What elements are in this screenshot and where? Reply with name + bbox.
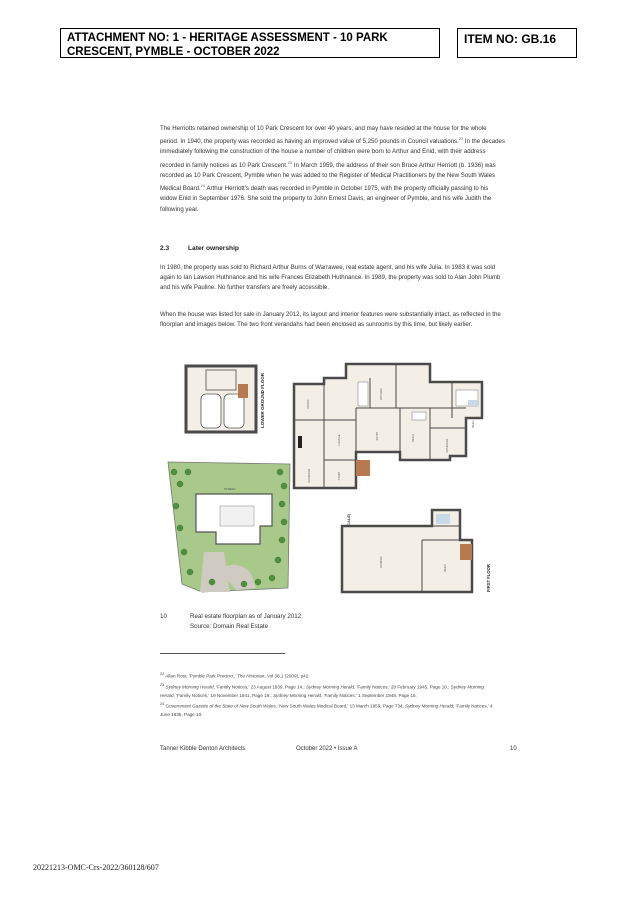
footnote-23: $^{23}$ Sydney Morning Herald, 'Family Notices,' 23 August 1939, Page 14.; Sydney Morning Herald, 'Family Notices,' 20 February 1945, Page 10.; Sydney Morning Herald, 'Family Notices,' 19 November 1941, Page 19.; Sydney Morning Herald, 'Family Notices,' 1 September 1948, Page 16. xyxy=(160,682,484,698)
street-label: STREET xyxy=(224,487,236,491)
paragraph-herriotts: The Herriotts retained ownership of 10 Park Crescent for over 40 years, and may have resided at the house for the whole period. In 1940, the property was recorded as having an improved value of 5,250 pounds in Council valuations.$^{22}$ In the decades immediately following the construction of the house a number of children were born to Arthur and Enid, with their address recorded in family notices as 10 Park Crescent.$^{23}$ In March 1959, the address of their son Bruce Arthur Herriott (b. 1936) was recorded as 10 Park Crescent, Pymble when he was added to the Register of Medical Practitioners by the New South Wales Medical Board.$^{24}$ Arthur Herriott's death was recorded in Pymble in October 1975, with the property officially passing to his widow Enid in September 1976. She sold the property to John Ernest Davis, an engineer of Pymble, and his wife Judith the following year. xyxy=(160,125,505,213)
lower-ground-plan xyxy=(186,366,265,432)
footnotes xyxy=(160,670,500,720)
svg-text:RUMPUS: RUMPUS xyxy=(380,556,383,568)
svg-text:LOUNGE: LOUNGE xyxy=(338,434,341,446)
paragraph-listing: When the house was listed for sale in January 2012, its layout and interior features were substantially intact, as reflected in the floorplan and images below. The two front verandahs had been enclosed as sunrooms by this time, but likely earlier. xyxy=(160,311,501,329)
footnote-ref[interactable]: 23 xyxy=(287,159,293,165)
svg-text:BED 3: BED 3 xyxy=(412,434,415,442)
figure-caption xyxy=(160,612,303,632)
svg-text:DINING: DINING xyxy=(307,399,310,409)
caption-text: Real estate floorplan as of January 2012. xyxy=(190,613,303,620)
lower-ground-label: LOWER GROUND FLOOR xyxy=(260,373,265,428)
caption-source: Source: Domain Real Estate xyxy=(190,623,269,630)
svg-text:STUDY: STUDY xyxy=(338,471,341,481)
footnote-24: $^{24}$ Government Gazette of the State of New South Wales, 'New South Wales Medical Board,' 13 March 1959, Page 734; Sydney Morning Herald, 'Family Notices,' 4 June 1936, Page 10. xyxy=(160,702,493,718)
svg-text:KITCHEN: KITCHEN xyxy=(380,388,383,400)
first-floor-label: FIRST FLOOR xyxy=(486,564,491,592)
first-floor-plan xyxy=(342,510,491,592)
section-title: Later ownership xyxy=(188,245,239,252)
footnote-22: $^{22}$ Allan Rost, 'Pymble Park Precinct,' The Historian, Vol 38.1 (2009), p42. xyxy=(160,672,310,679)
footer-author: Tanner Kibble Denton Architects xyxy=(160,746,246,752)
section-number: 2.3 xyxy=(160,245,170,252)
attachment-title: ATTACHMENT NO: 1 - HERITAGE ASSESSMENT - 10 PARK CRESCENT, PYMBLE - OCTOBER 2022 xyxy=(60,28,440,58)
footer-issue: October 2022 • Issue A xyxy=(296,746,358,752)
floorplan-image xyxy=(160,356,497,600)
item-number: ITEM NO: GB.16 xyxy=(457,28,577,58)
svg-text:BED 5: BED 5 xyxy=(444,564,447,572)
floorplan-drawing xyxy=(160,356,497,600)
page-number: 10 xyxy=(510,746,517,752)
svg-text:SUNROOM: SUNROOM xyxy=(308,469,311,483)
footnote-ref[interactable]: 24 xyxy=(200,183,206,189)
figure-number: 10 xyxy=(160,613,167,620)
paragraph-later-ownership: In 1980, the property was sold to Richard Arthur Burns of Warrawee, real estate agent, and his wife Julia. In 1983 it was sold again to Ian Lawson Huthnance and his wife Frances Elizabeth Huthnance. In 1989, the property was sold to Alan John Plumb and his wife Pauline. No further transfers are freely accessible. xyxy=(160,264,501,292)
document-reference: 20221213-OMC-Crs-2022/360128/607 xyxy=(33,863,159,872)
site-plan xyxy=(168,462,290,592)
section-heading xyxy=(160,245,239,252)
footnote-divider xyxy=(160,653,285,654)
svg-text:SUNROOM: SUNROOM xyxy=(446,439,449,453)
svg-text:ENTRY: ENTRY xyxy=(376,431,379,441)
page-footer xyxy=(160,746,515,752)
svg-text:BED 1: BED 1 xyxy=(472,420,475,428)
ground-floor-plan xyxy=(294,364,482,488)
footnote-ref[interactable]: 22 xyxy=(458,136,464,142)
